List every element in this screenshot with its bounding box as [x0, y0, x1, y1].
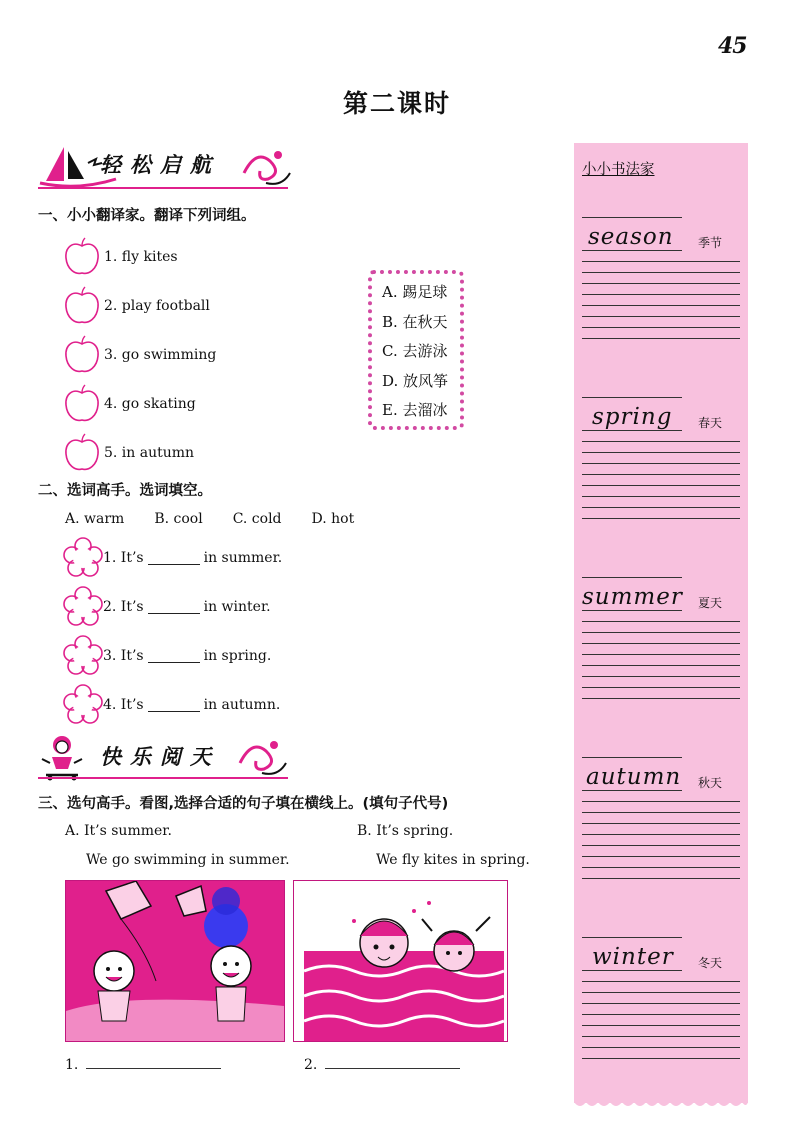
list-item	[63, 232, 216, 281]
picture-kites	[65, 880, 285, 1042]
answer-2-line[interactable]	[325, 1056, 460, 1069]
choice-a-line2: We go swimming in summer.	[86, 852, 290, 868]
answer-2-label: 2.	[304, 1057, 318, 1073]
banner-underline	[38, 777, 288, 779]
banner-underline	[38, 187, 288, 189]
list-item	[63, 379, 216, 428]
practice-word-cn: 春天	[698, 416, 723, 430]
item-text: 4. go skating	[104, 395, 196, 412]
list-item	[63, 680, 282, 729]
practice-word: season	[588, 224, 674, 250]
practice-word-cn: 秋天	[698, 776, 723, 790]
option-e: E. 去溜冰	[382, 401, 448, 419]
writing-lines[interactable]	[582, 441, 740, 519]
list-item	[63, 533, 282, 582]
sidebar-title: 小小书法家	[582, 162, 655, 178]
practice-block-season	[582, 213, 740, 339]
page-number: 45	[718, 33, 747, 59]
list-item	[63, 582, 282, 631]
fill-blank[interactable]	[148, 648, 200, 663]
flower-icon	[63, 635, 103, 677]
section3-banner	[38, 733, 288, 781]
sentence-pre: 2. It’s	[103, 598, 144, 615]
options-box	[368, 270, 464, 430]
answer-2	[304, 1056, 460, 1073]
section2-title: 二、选词高手。选词填空。	[38, 483, 212, 499]
item-text: 1. fly kites	[104, 248, 178, 265]
skater-kid-icon	[38, 733, 88, 781]
practice-word: spring	[592, 404, 673, 430]
list-item	[63, 428, 216, 477]
word-bank	[65, 508, 384, 527]
list-item	[63, 631, 282, 680]
fill-blank[interactable]	[148, 697, 200, 712]
list-item	[63, 330, 216, 379]
swirl-ornament-icon	[234, 733, 290, 781]
section1-banner	[38, 143, 288, 191]
kids-swimming-illustration	[294, 881, 507, 1041]
word-option: C. cold	[232, 511, 282, 527]
choice-b-line2: We fly kites in spring.	[376, 852, 530, 868]
kids-flying-kites-illustration	[66, 881, 284, 1041]
apple-answer-box-icon[interactable]	[63, 286, 101, 326]
option-a: A. 踢足球	[382, 283, 448, 301]
writing-lines[interactable]	[582, 261, 740, 339]
practice-word-cn: 冬天	[698, 956, 723, 970]
flower-icon	[63, 586, 103, 628]
practice-word-cn: 季节	[698, 236, 723, 250]
section3-title: 三、选句高手。看图,选择合适的句子填在横线上。(填句子代号)	[38, 796, 449, 812]
practice-word: winter	[592, 944, 674, 970]
sidebar-scalloped-edge	[574, 1096, 748, 1110]
section1-banner-title: 轻松启航	[100, 152, 220, 177]
apple-answer-box-icon[interactable]	[63, 237, 101, 277]
item-text: 2. play football	[104, 297, 210, 314]
practice-block-autumn	[582, 753, 740, 879]
option-b: B. 在秋天	[382, 312, 448, 331]
answer-1-line[interactable]	[86, 1056, 221, 1069]
section2-item-list	[63, 533, 282, 729]
writing-lines[interactable]	[582, 981, 740, 1059]
section1-item-list	[63, 232, 216, 477]
item-text: 3. go swimming	[104, 346, 217, 363]
option-d: D. 放风筝	[382, 371, 449, 390]
guide-line	[582, 970, 682, 971]
flower-icon	[63, 537, 103, 579]
choice-b-line1: B. It’s spring.	[357, 823, 454, 839]
answer-1	[65, 1056, 221, 1073]
sentence-post: in autumn.	[203, 696, 281, 713]
sentence-post: in winter.	[203, 598, 271, 615]
word-option: B. cool	[154, 511, 203, 527]
fill-blank[interactable]	[148, 599, 200, 614]
section1-title: 一、小小翻译家。翻译下列词组。	[38, 208, 256, 224]
guide-line	[582, 790, 682, 791]
swirl-ornament-icon	[238, 143, 294, 191]
practice-block-spring	[582, 393, 740, 519]
guide-line	[582, 250, 682, 251]
practice-block-winter	[582, 933, 740, 1059]
lesson-title: 第二课时	[342, 89, 451, 118]
practice-word: summer	[582, 584, 683, 610]
word-option: A. warm	[65, 511, 125, 527]
sentence-post: in spring.	[203, 647, 272, 664]
practice-word: autumn	[586, 764, 682, 790]
sentence-pre: 4. It’s	[103, 696, 144, 713]
sentence-post: in summer.	[203, 549, 283, 566]
apple-answer-box-icon[interactable]	[63, 335, 101, 375]
practice-block-summer	[582, 573, 740, 699]
option-c: C. 去游泳	[382, 342, 448, 360]
writing-lines[interactable]	[582, 801, 740, 879]
item-text: 5. in autumn	[104, 444, 195, 461]
list-item	[63, 281, 216, 330]
practice-word-cn: 夏天	[698, 596, 723, 610]
answer-1-label: 1.	[65, 1057, 79, 1073]
picture-swimming	[293, 880, 508, 1042]
guide-line	[582, 430, 682, 431]
section3-banner-title: 快乐阅天	[100, 744, 220, 769]
sentence-pre: 1. It’s	[103, 549, 144, 566]
apple-answer-box-icon[interactable]	[63, 433, 101, 473]
fill-blank[interactable]	[148, 550, 200, 565]
flower-icon	[63, 684, 103, 726]
guide-line	[582, 610, 682, 611]
word-option: D. hot	[311, 511, 355, 527]
choice-a-line1: A. It’s summer.	[65, 823, 172, 839]
sentence-pre: 3. It’s	[103, 647, 144, 664]
apple-answer-box-icon[interactable]	[63, 384, 101, 424]
writing-lines[interactable]	[582, 621, 740, 699]
